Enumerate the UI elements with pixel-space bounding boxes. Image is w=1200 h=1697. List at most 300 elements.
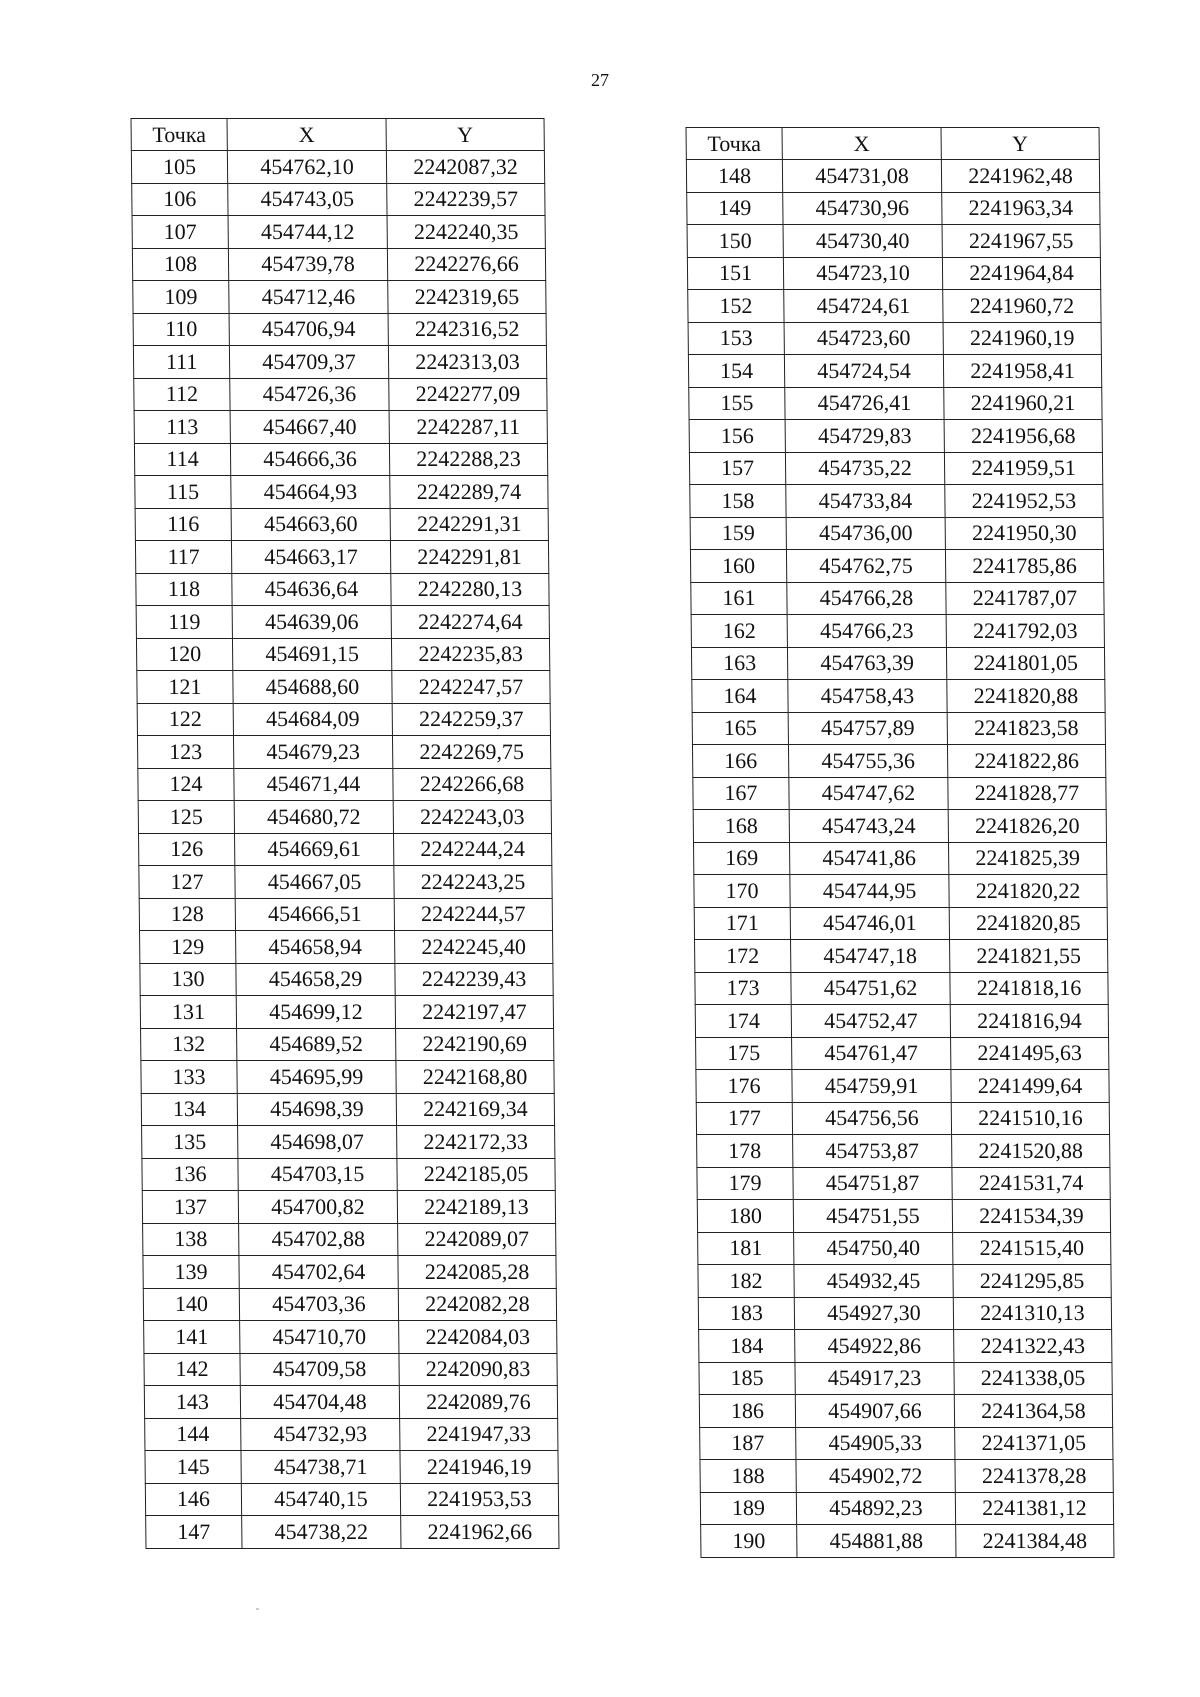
cell-point: 180	[697, 1200, 793, 1233]
cell-point: 122	[137, 703, 233, 736]
cell-x: 454729,83	[785, 420, 944, 453]
cell-point: 138	[143, 1223, 239, 1256]
cell-y: 2241520,88	[952, 1135, 1110, 1168]
cell-point: 124	[138, 768, 234, 801]
coordinates-table-right	[686, 127, 1115, 1558]
cell-point: 123	[137, 736, 233, 769]
cell-x: 454667,05	[235, 866, 394, 899]
table-row	[141, 1093, 554, 1126]
cell-point: 132	[141, 1028, 237, 1061]
cell-x: 454636,64	[232, 573, 391, 606]
table-row	[698, 1232, 1111, 1265]
coordinates-table-left	[131, 118, 560, 1549]
cell-y: 2241952,53	[945, 485, 1103, 518]
cell-point: 154	[688, 355, 784, 388]
cell-y: 2241295,85	[953, 1265, 1111, 1298]
cell-y: 2242169,34	[396, 1093, 554, 1126]
cell-point: 145	[145, 1451, 241, 1484]
cell-point: 119	[136, 606, 232, 639]
cell-x: 454751,62	[791, 972, 950, 1005]
cell-point: 112	[134, 378, 230, 411]
cell-point: 105	[131, 151, 227, 184]
cell-x: 454666,36	[230, 443, 389, 476]
cell-x: 454702,88	[239, 1223, 398, 1256]
cell-point: 149	[687, 192, 783, 225]
header-y: Y	[941, 128, 1099, 160]
table-row	[133, 313, 546, 346]
cell-x: 454927,30	[794, 1297, 953, 1330]
cell-x: 454744,12	[228, 216, 387, 249]
table-row	[140, 996, 553, 1029]
table-row	[144, 1353, 557, 1386]
cell-x: 454684,09	[233, 703, 392, 736]
cell-y: 2242168,80	[396, 1061, 554, 1094]
cell-y: 2242291,81	[390, 541, 548, 574]
cell-x: 454679,23	[233, 736, 392, 769]
cell-point: 107	[132, 216, 228, 249]
cell-y: 2242274,64	[391, 606, 549, 639]
header-y: Y	[386, 119, 544, 151]
table-row	[695, 940, 1108, 973]
table-row	[688, 290, 1101, 323]
table-row	[694, 907, 1107, 940]
cell-x: 454735,22	[785, 452, 944, 485]
cell-y: 2242085,28	[398, 1256, 556, 1289]
table-row	[687, 192, 1100, 225]
cell-point: 144	[145, 1418, 241, 1451]
cell-y: 2242197,47	[395, 996, 553, 1029]
cell-y: 2242277,09	[389, 378, 547, 411]
cell-x: 454703,36	[239, 1288, 398, 1321]
cell-x: 454750,40	[794, 1232, 953, 1265]
cell-x: 454698,07	[238, 1126, 397, 1159]
table-header-row	[131, 119, 544, 151]
cell-y: 2242084,03	[399, 1321, 557, 1354]
cell-y: 2241371,05	[955, 1427, 1113, 1460]
cell-y: 2241820,22	[949, 875, 1107, 908]
cell-point: 134	[141, 1093, 237, 1126]
cell-y: 2241950,30	[945, 517, 1103, 550]
cell-x: 454747,18	[791, 940, 950, 973]
cell-point: 165	[692, 712, 788, 745]
table-row	[140, 931, 553, 964]
cell-y: 2242082,28	[398, 1288, 556, 1321]
table-row	[135, 508, 548, 541]
table-row	[690, 485, 1103, 518]
cell-point: 146	[145, 1483, 241, 1516]
table-row	[687, 225, 1100, 258]
cell-x: 454755,36	[788, 745, 947, 778]
table-row	[696, 1037, 1109, 1070]
cell-x: 454695,99	[237, 1061, 396, 1094]
table-row	[145, 1483, 558, 1516]
table-row	[146, 1516, 559, 1549]
table-row	[139, 866, 552, 899]
cell-x: 454704,48	[240, 1386, 399, 1419]
cell-x: 454680,72	[234, 801, 393, 834]
table-row	[132, 183, 545, 216]
cell-y: 2242240,35	[387, 216, 545, 249]
cell-x: 454752,47	[791, 1005, 950, 1038]
cell-point: 189	[700, 1492, 796, 1525]
cell-x: 454663,17	[231, 541, 390, 574]
cell-x: 454740,15	[241, 1483, 400, 1516]
cell-x: 454664,93	[231, 476, 390, 509]
table-row	[137, 736, 550, 769]
cell-y: 2241828,77	[948, 777, 1106, 810]
cell-x: 454758,43	[788, 680, 947, 713]
cell-point: 172	[695, 940, 791, 973]
cell-y: 2241816,94	[950, 1005, 1108, 1038]
table-row	[693, 777, 1106, 810]
header-x: X	[227, 119, 386, 151]
cell-x: 454756,56	[792, 1102, 951, 1135]
cell-point: 183	[698, 1297, 794, 1330]
table-row	[142, 1126, 555, 1159]
cell-point: 131	[140, 996, 236, 1029]
table-row	[698, 1297, 1111, 1330]
table-row	[134, 411, 547, 444]
cell-x: 454751,87	[793, 1167, 952, 1200]
cell-y: 2242280,13	[391, 573, 549, 606]
cell-x: 454699,12	[236, 996, 395, 1029]
cell-point: 113	[134, 411, 230, 444]
table-row	[687, 257, 1100, 290]
cell-y: 2241364,58	[954, 1395, 1112, 1428]
cell-y: 2242244,57	[394, 898, 552, 931]
cell-point: 133	[141, 1061, 237, 1094]
cell-y: 2242190,69	[396, 1028, 554, 1061]
cell-point: 184	[699, 1330, 795, 1363]
cell-y: 2241510,16	[951, 1102, 1109, 1135]
cell-y: 2242243,03	[393, 801, 551, 834]
cell-point: 157	[689, 452, 785, 485]
cell-y: 2242289,74	[390, 476, 548, 509]
cell-y: 2241947,33	[400, 1418, 558, 1451]
table-row	[698, 1265, 1111, 1298]
cell-point: 179	[697, 1167, 793, 1200]
cell-x: 454698,39	[237, 1093, 396, 1126]
cell-point: 162	[691, 615, 787, 648]
cell-y: 2242239,43	[395, 963, 553, 996]
header-point: Точка	[686, 128, 782, 160]
cell-x: 454736,00	[786, 517, 945, 550]
cell-point: 151	[687, 257, 783, 290]
cell-x: 454902,72	[796, 1460, 955, 1493]
cell-point: 170	[694, 875, 790, 908]
cell-x: 454700,82	[238, 1191, 397, 1224]
cell-x: 454663,60	[231, 508, 390, 541]
cell-y: 2241963,34	[942, 192, 1100, 225]
table-row	[131, 151, 544, 184]
cell-x: 454731,08	[782, 160, 941, 193]
table-row	[691, 615, 1104, 648]
table-row	[145, 1418, 558, 1451]
cell-y: 2242259,37	[392, 703, 550, 736]
cell-x: 454706,94	[229, 313, 388, 346]
table-row	[686, 160, 1099, 193]
cell-y: 2241962,66	[401, 1516, 559, 1549]
table-row	[699, 1330, 1112, 1363]
cell-x: 454688,60	[233, 671, 392, 704]
cell-x: 454753,87	[793, 1135, 952, 1168]
table-body-left	[131, 151, 559, 1549]
cell-point: 164	[692, 680, 788, 713]
cell-y: 2242087,32	[386, 151, 544, 184]
cell-x: 454766,23	[787, 615, 946, 648]
header-point: Точка	[131, 119, 227, 151]
cell-y: 2241338,05	[954, 1362, 1112, 1395]
cell-point: 141	[144, 1321, 240, 1354]
cell-point: 181	[698, 1232, 794, 1265]
cell-y: 2242276,66	[387, 248, 545, 281]
cell-y: 2242090,83	[399, 1353, 557, 1386]
cell-x: 454732,93	[241, 1418, 400, 1451]
cell-x: 454730,40	[783, 225, 942, 258]
cell-x: 454710,70	[240, 1321, 399, 1354]
cell-y: 2241826,20	[948, 810, 1106, 843]
cell-x: 454723,10	[783, 257, 942, 290]
cell-y: 2242288,23	[389, 443, 547, 476]
table-header-row	[686, 128, 1099, 160]
cell-y: 2241792,03	[946, 615, 1104, 648]
cell-point: 173	[695, 972, 791, 1005]
cell-x: 454666,51	[235, 898, 394, 931]
cell-x: 454671,44	[234, 768, 393, 801]
cell-x: 454733,84	[786, 485, 945, 518]
table-row	[695, 1005, 1108, 1038]
table-row	[135, 476, 548, 509]
table-row	[138, 801, 551, 834]
cell-point: 129	[140, 931, 236, 964]
table-row	[141, 1061, 554, 1094]
table-row	[690, 550, 1103, 583]
cell-point: 125	[138, 801, 234, 834]
cell-point: 117	[135, 541, 231, 574]
cell-point: 109	[133, 281, 229, 314]
table-row	[132, 216, 545, 249]
table-row	[138, 768, 551, 801]
cell-x: 454709,37	[229, 346, 388, 379]
cell-point: 148	[686, 160, 782, 193]
cell-point: 127	[139, 866, 235, 899]
cell-x: 454667,40	[230, 411, 389, 444]
cell-y: 2242269,75	[392, 736, 550, 769]
cell-y: 2241534,39	[952, 1200, 1110, 1233]
table-row	[136, 638, 549, 671]
cell-point: 128	[139, 898, 235, 931]
cell-point: 178	[697, 1135, 793, 1168]
cell-x: 454766,28	[787, 582, 946, 615]
table-row	[695, 972, 1108, 1005]
cell-point: 177	[696, 1102, 792, 1135]
cell-x: 454738,71	[241, 1451, 400, 1484]
cell-point: 115	[135, 476, 231, 509]
cell-y: 2241960,21	[944, 387, 1102, 420]
cell-point: 130	[140, 963, 236, 996]
cell-y: 2241322,43	[954, 1330, 1112, 1363]
table-row	[690, 517, 1103, 550]
table-row	[697, 1167, 1110, 1200]
cell-point: 175	[696, 1037, 792, 1070]
cell-x: 454741,86	[789, 842, 948, 875]
cell-point: 106	[132, 183, 228, 216]
cell-y: 2242247,57	[392, 671, 550, 704]
cell-point: 114	[134, 443, 230, 476]
cell-point: 185	[699, 1362, 795, 1395]
cell-y: 2241962,48	[941, 160, 1099, 193]
cell-y: 2241967,55	[942, 225, 1100, 258]
cell-point: 190	[701, 1525, 797, 1558]
cell-x: 454744,95	[790, 875, 949, 908]
cell-x: 454730,96	[783, 192, 942, 225]
cell-point: 137	[142, 1191, 238, 1224]
table-row	[144, 1321, 557, 1354]
cell-point: 108	[132, 248, 228, 281]
cell-y: 2241381,12	[955, 1492, 1113, 1525]
table-row	[693, 842, 1106, 875]
table-row	[143, 1256, 556, 1289]
table-row	[700, 1427, 1113, 1460]
table-row	[142, 1191, 555, 1224]
table-row	[692, 712, 1105, 745]
cell-x: 454762,10	[227, 151, 386, 184]
table-body-right	[686, 160, 1114, 1558]
table-row	[693, 810, 1106, 843]
table-row	[137, 671, 550, 704]
table-row	[140, 963, 553, 996]
cell-y: 2241820,85	[949, 907, 1107, 940]
cell-y: 2241964,84	[942, 257, 1100, 290]
cell-y: 2242185,05	[397, 1158, 555, 1191]
table-row	[132, 248, 545, 281]
table-row	[143, 1288, 556, 1321]
cell-y: 2241531,74	[952, 1167, 1110, 1200]
table-row	[134, 378, 547, 411]
cell-y: 2241801,05	[946, 647, 1104, 680]
cell-x: 454905,33	[796, 1427, 955, 1460]
cell-y: 2241959,51	[944, 452, 1102, 485]
table-row	[689, 420, 1102, 453]
cell-x: 454723,60	[784, 322, 943, 355]
cell-y: 2241821,55	[950, 940, 1108, 973]
cell-x: 454658,94	[236, 931, 395, 964]
cell-y: 2242245,40	[395, 931, 553, 964]
cell-y: 2241818,16	[950, 972, 1108, 1005]
cell-x: 454724,61	[784, 290, 943, 323]
cell-point: 182	[698, 1265, 794, 1298]
cell-x: 454747,62	[789, 777, 948, 810]
cell-x: 454751,55	[793, 1200, 952, 1233]
cell-y: 2241953,53	[400, 1483, 558, 1516]
table-row	[139, 898, 552, 931]
cell-point: 160	[690, 550, 786, 583]
cell-x: 454907,66	[795, 1395, 954, 1428]
cell-y: 2241823,58	[947, 712, 1105, 745]
cell-point: 169	[693, 842, 789, 875]
cell-x: 454739,78	[228, 248, 387, 281]
cell-point: 167	[693, 777, 789, 810]
table-row	[136, 573, 549, 606]
cell-y: 2242313,03	[388, 346, 546, 379]
cell-x: 454709,58	[240, 1353, 399, 1386]
cell-x: 454691,15	[232, 638, 391, 671]
cell-point: 153	[688, 322, 784, 355]
cell-y: 2241310,13	[953, 1297, 1111, 1330]
cell-point: 147	[146, 1516, 242, 1549]
cell-y: 2241960,19	[943, 322, 1101, 355]
table-row	[144, 1386, 557, 1419]
cell-x: 454746,01	[790, 907, 949, 940]
cell-point: 150	[687, 225, 783, 258]
cell-y: 2242316,52	[388, 313, 546, 346]
table-row	[143, 1223, 556, 1256]
cell-y: 2242319,65	[388, 281, 546, 314]
cell-point: 159	[690, 517, 786, 550]
cell-x: 454703,15	[238, 1158, 397, 1191]
table-row	[692, 745, 1105, 778]
cell-point: 121	[137, 671, 233, 704]
cell-x: 454757,89	[788, 712, 947, 745]
cell-x: 454689,52	[237, 1028, 396, 1061]
cell-point: 158	[690, 485, 786, 518]
cell-y: 2241946,19	[400, 1451, 558, 1484]
cell-point: 120	[136, 638, 232, 671]
cell-x: 454658,29	[236, 963, 395, 996]
cell-y: 2241495,63	[951, 1037, 1109, 1070]
table-row	[145, 1451, 558, 1484]
page-number: 27	[591, 70, 609, 90]
cell-x: 454712,46	[229, 281, 388, 314]
cell-point: 174	[695, 1005, 791, 1038]
cell-x: 454763,39	[787, 647, 946, 680]
cell-point: 166	[692, 745, 788, 778]
cell-point: 142	[144, 1353, 240, 1386]
cell-y: 2242291,31	[390, 508, 548, 541]
cell-point: 118	[136, 573, 232, 606]
cell-y: 2242089,76	[399, 1386, 557, 1419]
cell-x: 454917,23	[795, 1362, 954, 1395]
cell-point: 156	[689, 420, 785, 453]
cell-y: 2242089,07	[398, 1223, 556, 1256]
cell-y: 2241785,86	[945, 550, 1103, 583]
cell-y: 2242239,57	[387, 183, 545, 216]
cell-point: 171	[694, 907, 790, 940]
cell-x: 454892,23	[796, 1492, 955, 1525]
cell-x: 454702,64	[239, 1256, 398, 1289]
table-row	[697, 1135, 1110, 1168]
cell-point: 139	[143, 1256, 239, 1289]
cell-y: 2241499,64	[951, 1070, 1109, 1103]
table-row	[694, 875, 1107, 908]
table-row	[136, 606, 549, 639]
cell-y: 2241384,48	[956, 1525, 1114, 1558]
table-row	[696, 1102, 1109, 1135]
cell-y: 2241787,07	[946, 582, 1104, 615]
cell-x: 454743,05	[228, 183, 387, 216]
cell-point: 136	[142, 1158, 238, 1191]
cell-x: 454726,36	[230, 378, 389, 411]
cell-point: 135	[142, 1126, 238, 1159]
cell-point: 140	[143, 1288, 239, 1321]
cell-y: 2241515,40	[953, 1232, 1111, 1265]
table-row	[142, 1158, 555, 1191]
cell-y: 2242266,68	[393, 768, 551, 801]
table-row	[688, 355, 1101, 388]
cell-point: 188	[700, 1460, 796, 1493]
table-row	[699, 1362, 1112, 1395]
table-row	[688, 322, 1101, 355]
